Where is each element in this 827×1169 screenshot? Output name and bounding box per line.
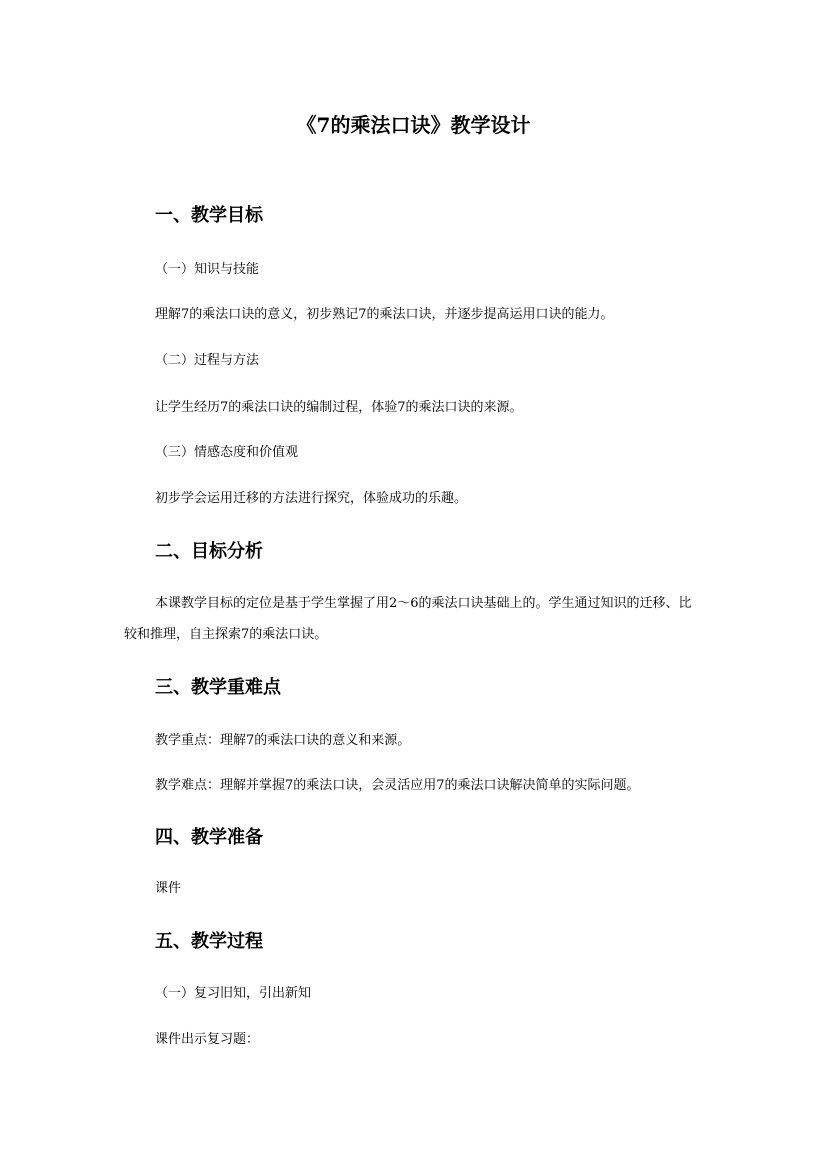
paragraph-analysis: 本课教学目标的定位是基于学生掌握了用2～6的乘法口诀基础上的。学生通过知识的迁移、比较和推理，自主探索7的乘法口诀。: [124, 596, 692, 642]
paragraph-attitude-values: 初步学会运用迁移的方法进行探究，体验成功的乐趣。: [155, 491, 468, 506]
paragraph-preparation: 课件: [155, 881, 182, 896]
section-heading-goals: 一、教学目标: [155, 205, 263, 226]
document-title: 《7的乘法口诀》教学设计: [296, 113, 531, 137]
subheading-review: （一）复习旧知，引出新知: [155, 986, 312, 1001]
subheading-attitude-values: （三）情感态度和价值观: [155, 445, 299, 460]
paragraph-key-point: 教学重点：理解7的乘法口诀的意义和来源。: [155, 733, 411, 748]
section-heading-key-points: 三、教学重难点: [155, 677, 281, 698]
section-heading-analysis: 二、目标分析: [155, 541, 263, 562]
subheading-process-method: （二）过程与方法: [155, 353, 260, 368]
section-heading-preparation: 四、教学准备: [155, 827, 263, 848]
subheading-knowledge-skills: （一）知识与技能: [155, 262, 260, 277]
paragraph-review: 课件出示复习题：: [155, 1032, 260, 1047]
paragraph-difficult-point: 教学难点：理解并掌握7的乘法口诀，会灵活应用7的乘法口诀解决简单的实际问题。: [155, 778, 640, 793]
paragraph-process-method: 让学生经历7的乘法口诀的编制过程，体验7的乘法口诀的来源。: [155, 400, 523, 415]
section-heading-process: 五、教学过程: [155, 931, 263, 952]
paragraph-knowledge-skills: 理解7的乘法口诀的意义，初步熟记7的乘法口诀，并逐步提高运用口诀的能力。: [155, 307, 614, 322]
